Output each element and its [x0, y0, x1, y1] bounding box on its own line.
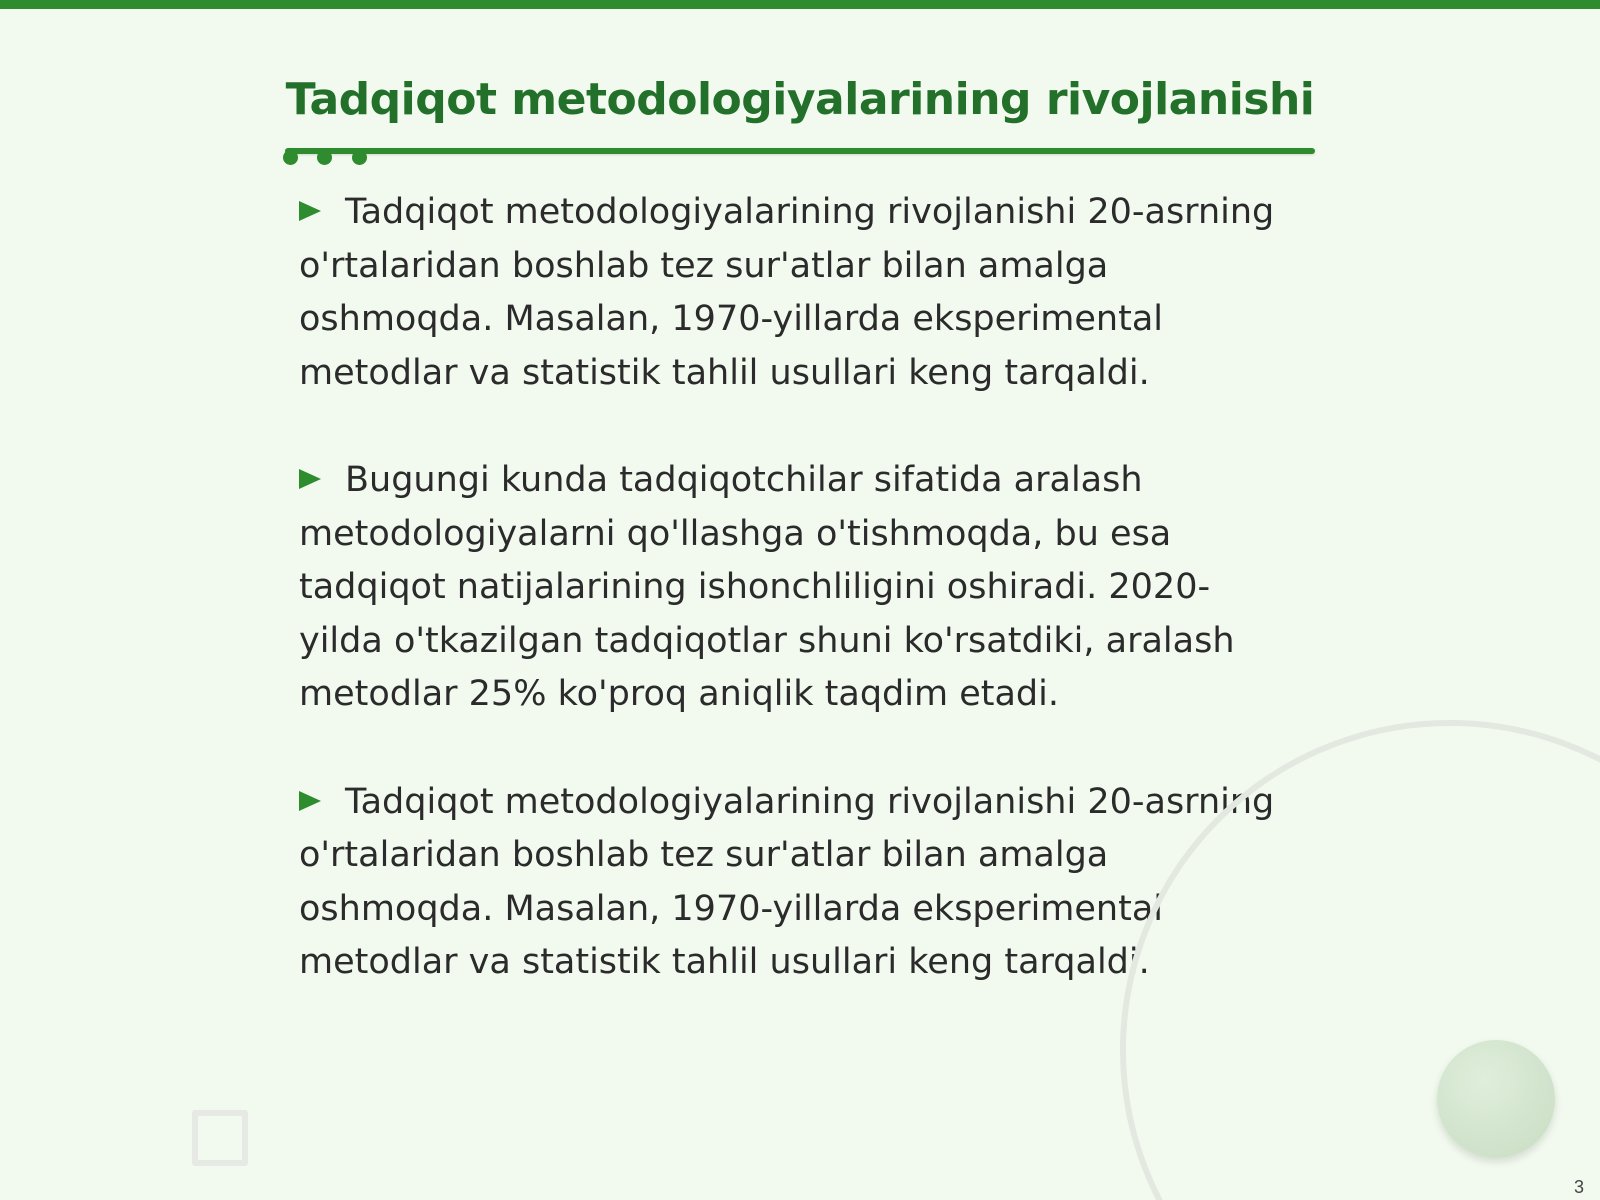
title-underline — [285, 148, 1315, 154]
bullet-text: Tadqiqot metodologiyalarining rivojlanishi 20-asrning o'rtalaridan boshlab tez sur'atlar bilan amalga oshmoqda. Masalan, 1970-yillarda eksperimental metodlar va statistik tahlil usullari keng tarqaldi. — [299, 192, 1275, 393]
dot-icon — [352, 150, 367, 165]
bullet-item — [299, 454, 1289, 722]
dot-icon — [317, 150, 332, 165]
decorative-circle — [1437, 1040, 1555, 1158]
slide-title: Tadqiqot metodologiyalarining rivojlanishi — [285, 74, 1315, 125]
triangle-right-icon — [299, 469, 321, 489]
decorative-square — [192, 1110, 248, 1166]
bullet-text: Tadqiqot metodologiyalarining rivojlanishi 20-asrning o'rtalaridan boshlab tez sur'atlar bilan amalga oshmoqda. Masalan, 1970-yillarda eksperimental metodlar va statistik tahlil usullari keng tarqaldi. — [299, 781, 1275, 982]
dot-icon — [283, 150, 298, 165]
triangle-right-icon — [299, 791, 321, 811]
triangle-right-icon — [299, 201, 321, 221]
bullet-item — [299, 186, 1289, 400]
page-number: 3 — [1573, 1177, 1584, 1197]
top-accent-bar — [0, 0, 1600, 9]
bullet-list — [299, 186, 1289, 1044]
bullet-text: Bugungi kunda tadqiqotchilar sifatida aralash metodologiyalarni qo'llashga o'tishmoqda, bu esa tadqiqot natijalarining ishonchliligini oshiradi. 2020-yilda o'tkazilgan tadqiqotlar shuni ko'rsatdiki, aralash metodlar 25% ko'proq aniqlik taqdim etadi. — [299, 460, 1235, 714]
